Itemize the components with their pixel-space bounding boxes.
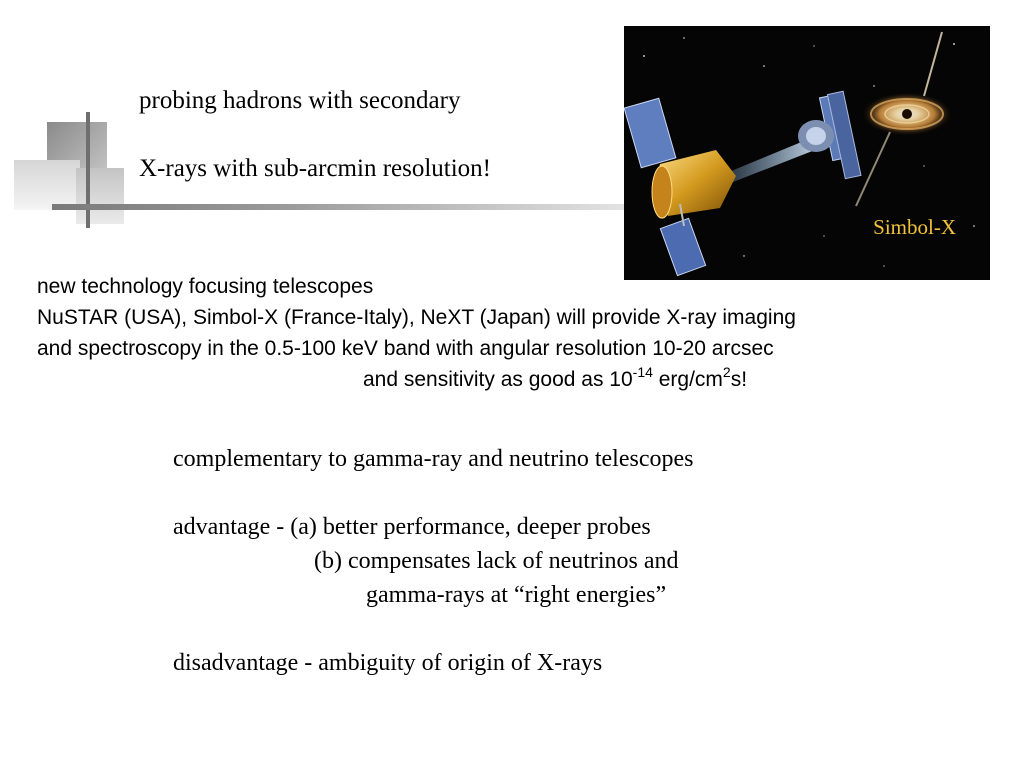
image-caption: Simbol-X (873, 215, 956, 239)
detector-spacecraft (798, 91, 861, 178)
tech-line-4 (363, 364, 748, 391)
simbol-x-satellite-image (624, 26, 990, 280)
disadvantage-text: disadvantage - ambiguity of origin of X-rays (173, 650, 603, 676)
decorative-square-mid (76, 168, 124, 224)
exponent-minus-14: -14 (632, 364, 653, 380)
advantage-b-text: (b) compensates lack of neutrinos and (314, 548, 679, 574)
tech-line-3: and spectroscopy in the 0.5-100 keV band with angular resolution 10-20 arcsec (37, 337, 774, 360)
title-underline-rule (52, 204, 632, 210)
decorative-vertical-rule (86, 112, 90, 228)
exponent-2: 2 (722, 364, 731, 380)
tech-line-1: new technology focusing telescopes (37, 275, 374, 298)
title-line-1: probing hadrons with secondary (139, 87, 461, 114)
decorative-square-light (14, 160, 80, 210)
tech-line-4-text-b: erg/cm (652, 368, 723, 391)
galaxy (856, 32, 953, 206)
advantage-b-continued-text: gamma-rays at “right energies” (366, 582, 667, 608)
tech-line-2: NuSTAR (USA), Simbol-X (France-Italy), NeXT (Japan) will provide X-ray imaging (37, 306, 796, 329)
tech-line-4-text-c: s! (730, 368, 748, 391)
mirror-spacecraft (624, 98, 736, 275)
complementary-text: complementary to gamma-ray and neutrino telescopes (173, 446, 694, 472)
satellite-illustration (624, 26, 990, 280)
advantage-a-text: advantage - (a) better performance, deeper probes (173, 514, 651, 540)
tech-line-4-text-a: and sensitivity as good as 10 (363, 368, 633, 391)
title-line-2: X-rays with sub-arcmin resolution! (139, 155, 492, 182)
